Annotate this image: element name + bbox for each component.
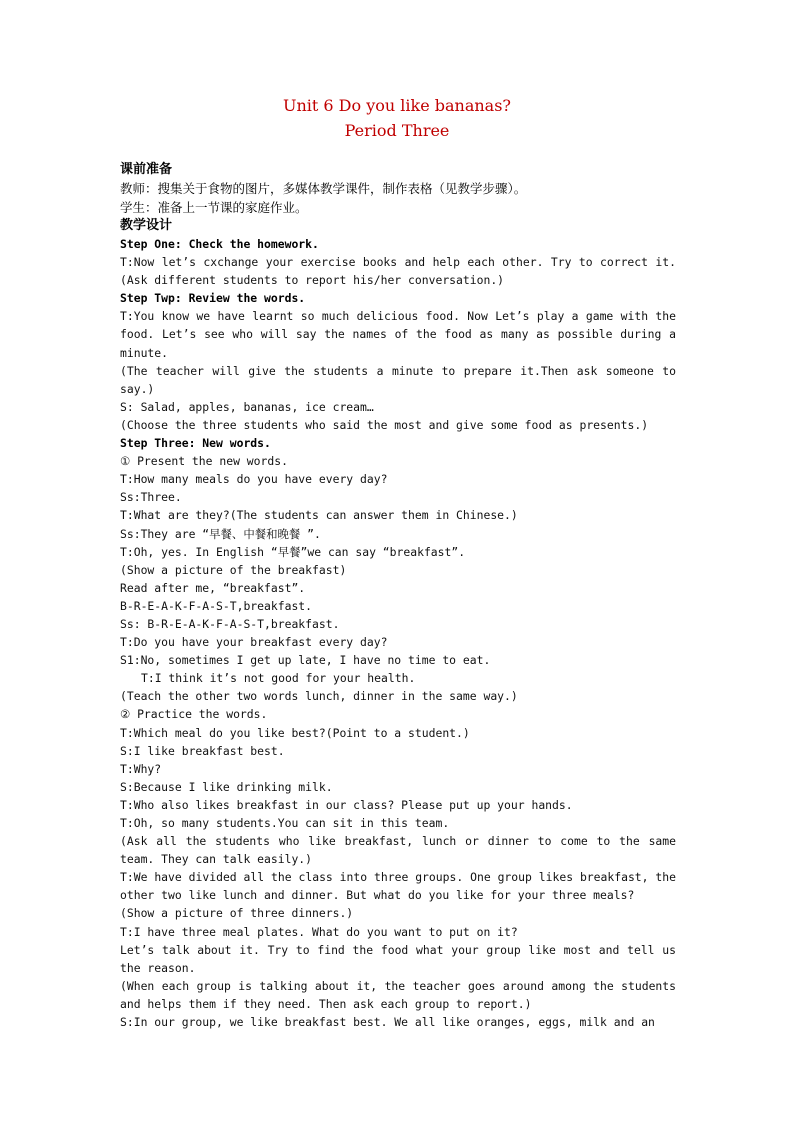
paragraph-line: T:Do you have your breakfast every day? (120, 635, 388, 650)
paragraph-line: (Choose the three students who said the most and give some food as presents.) (120, 417, 649, 432)
paragraph-line: T:Why? (120, 761, 162, 776)
paragraph-line: (Show a picture of three dinners.) (120, 906, 354, 921)
step-heading: Step Twp: Review the words. (120, 291, 306, 306)
paragraph-line: B-R-E-A-K-F-A-S-T,breakfast. (120, 598, 313, 613)
paragraph-line: Read after me, “breakfast”. (120, 580, 306, 595)
section-heading: 教学设计 (120, 218, 173, 233)
paragraph-line: (Teach the other two words lunch, dinner in the same way.) (120, 689, 518, 704)
paragraph-line: T:How many meals do you have every day? (120, 472, 388, 487)
step-heading: Step Three: New words. (120, 436, 271, 451)
paragraph-line: (The teacher will give the students a minute to prepare it.Then ask someone to say.) (120, 363, 683, 396)
prep-line: 教师：搜集关于食物的图片，多媒体教学课件，制作表格（见教学步骤）。 (120, 181, 527, 196)
paragraph-line: T:Oh, so many students.You can sit in this team. (120, 816, 450, 830)
paragraph-line: (Ask all the students who like breakfast, lunch or dinner to come to the same team. They can talk easily.) (120, 834, 683, 867)
prep-line: 学生：准备上一节课的家庭作业。 (120, 200, 308, 215)
paragraph-line: Ss:Three. (120, 490, 182, 505)
paragraph-line: Let’s talk about it. Try to find the food what your group like most and tell us the reason. (120, 942, 683, 975)
paragraph-line: ① Present the new words. (120, 454, 288, 469)
unit-title: Unit 6 Do you like bananas? (282, 96, 512, 115)
paragraph-line: T:I have three meal plates. What do you want to put on it? (120, 924, 518, 939)
indented-line: T:I think it’s not good for your health. (141, 671, 416, 686)
paragraph-line: T:Now let’s cxchange your exercise books and help each other. Try to correct it.(Ask different students to report his/her conversation.) (120, 255, 676, 288)
paragraph-line: S1:No, sometimes I get up late, I have no time to eat. (120, 653, 491, 668)
paragraph-line: T:Which meal do you like best?(Point to a student.) (120, 725, 470, 740)
period-title: Period Three (344, 121, 450, 140)
paragraph-line: Ss: B-R-E-A-K-F-A-S-T,breakfast. (120, 616, 340, 631)
paragraph-line: (Show a picture of the breakfast) (120, 562, 347, 577)
step-heading: Step One: Check the homework. (120, 237, 319, 251)
paragraph-line: T:Oh, yes. In English “早餐”we can say “breakfast”. (120, 544, 466, 559)
paragraph-line: T:What are they?(The students can answer them in Chinese.) (120, 508, 518, 523)
paragraph-line: S:In our group, we like breakfast best. We all like oranges, eggs, milk and an (120, 1015, 655, 1030)
paragraph-line: S:I like breakfast best. (120, 743, 285, 758)
lesson-body (120, 161, 683, 1031)
paragraph-line: Ss:They are “早餐、中餐和晚餐 ”. (120, 526, 321, 541)
paragraph-line: S: Salad, apples, bananas, ice cream… (120, 399, 374, 414)
paragraph-line: T:We have divided all the class into three groups. One group likes breakfast, the other two like lunch and dinner. But what do you like for your three meals? (120, 870, 683, 903)
paragraph-line: ② Practice the words. (120, 707, 268, 722)
section-heading: 课前准备 (120, 162, 173, 177)
paragraph-line: S:Because I like drinking milk. (120, 779, 333, 794)
paragraph-line: T:Who also likes breakfast in our class? Please put up your hands. (120, 797, 573, 812)
paragraph-line: T:You know we have learnt so much delicious food. Now Let’s play a game with the food. Let’s see who will say the names of the food as many as possible during a minute. (120, 309, 683, 360)
paragraph-line: (When each group is talking about it, the teacher goes around among the students and helps them if they need. Then ask each group to report.) (120, 978, 683, 1011)
